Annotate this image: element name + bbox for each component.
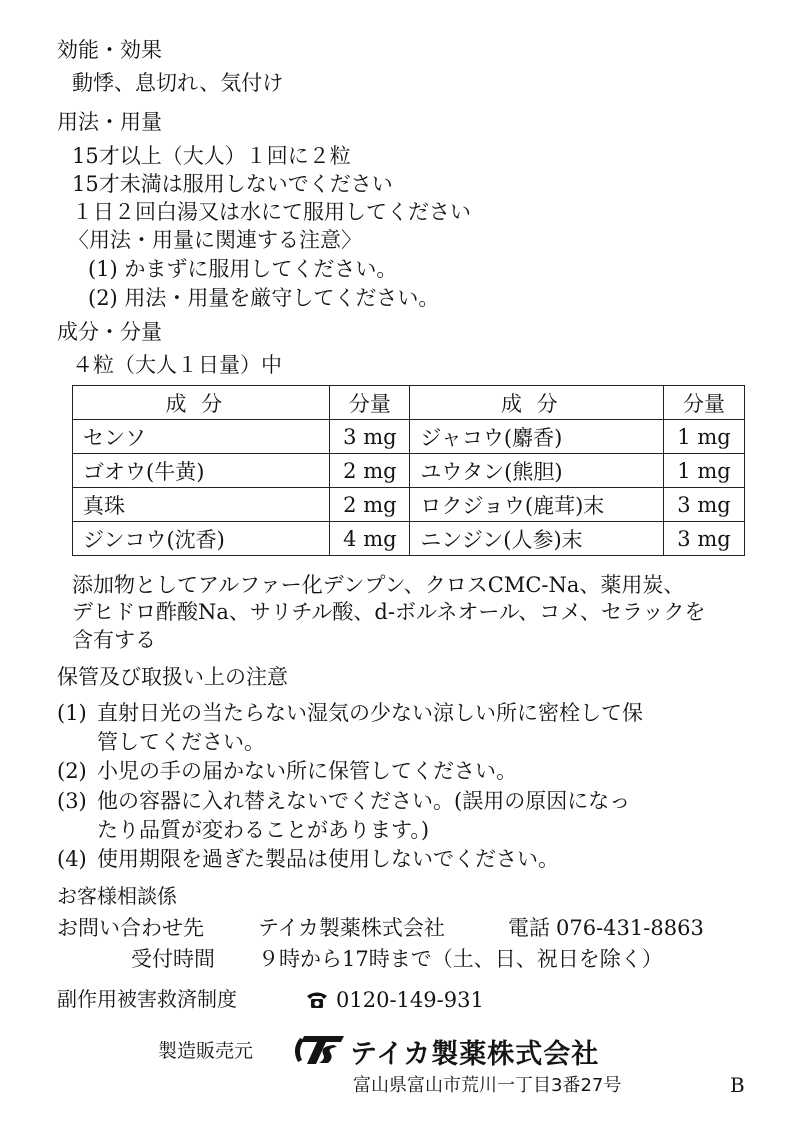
ingredient-name: ジャコウ(麝香)	[410, 420, 664, 454]
storage-item-number: (3)	[57, 789, 87, 813]
relief-phone: 0120-149-931	[336, 988, 484, 1012]
ingredient-amount: 3 mg	[664, 488, 745, 522]
dosage-heading: 用法・用量	[57, 110, 162, 134]
ingredient-name: 真珠	[73, 488, 330, 522]
manufacturer-label: 製造販売元	[158, 1040, 254, 1062]
dosage-caution-title: 〈用法・用量に関連する注意〉	[68, 228, 362, 252]
ingredients-table	[72, 385, 745, 556]
dosage-caution-item: (2) 用法・用量を厳守してください。	[88, 286, 440, 310]
phone-icon	[305, 989, 329, 1011]
additives-line: デヒドロ酢酸Na、サリチル酸、d-ボルネオール、コメ、セラックを	[72, 600, 706, 624]
consultation-heading: お客様相談係	[57, 884, 177, 908]
table-row	[73, 420, 745, 454]
storage-heading: 保管及び取扱い上の注意	[57, 665, 288, 689]
ingredient-amount: 1 mg	[664, 420, 745, 454]
storage-item-number: (1)	[57, 701, 87, 725]
hours-label: 受付時間	[131, 947, 215, 971]
dosage-line: 15才未満は服用しないでください	[72, 172, 393, 196]
ingredient-name: ゴオウ(牛黄)	[73, 454, 330, 488]
relief-heading: 副作用被害救済制度	[57, 987, 237, 1011]
storage-item-number: (2)	[57, 759, 87, 783]
storage-item-number: (4)	[57, 847, 87, 871]
company-logo-icon	[290, 1032, 346, 1066]
ingredient-amount: 4 mg	[330, 522, 410, 556]
ingredient-name: ユウタン(熊胆)	[410, 454, 664, 488]
table-header-component: 成分	[410, 386, 664, 420]
manufacturer-address: 富山県富山市荒川一丁目3番27号	[353, 1075, 622, 1096]
ingredient-amount: 3 mg	[664, 522, 745, 556]
phone-label: 電話	[508, 916, 550, 940]
efficacy-heading: 効能・効果	[57, 38, 162, 62]
ingredient-amount: 2 mg	[330, 488, 410, 522]
ingredient-name: センソ	[73, 420, 330, 454]
ingredients-basis: ４粒（大人１日量）中	[72, 353, 282, 377]
table-header-component: 成分	[73, 386, 330, 420]
manufacturer-company: テイカ製薬株式会社	[350, 1039, 600, 1070]
storage-item-text: 使用期限を過ぎた製品は使用しないでください。	[97, 847, 559, 871]
contact-company: テイカ製薬株式会社	[258, 916, 445, 940]
hours-text: ９時から17時まで（土、日、祝日を除く）	[258, 947, 663, 971]
table-row	[73, 454, 745, 488]
ingredient-amount: 3 mg	[330, 420, 410, 454]
ingredients-heading: 成分・分量	[57, 320, 162, 344]
additives-line: 添加物としてアルファー化デンプン、クロスCMC-Na、薬用炭、	[72, 573, 685, 597]
ingredient-name: ロクジョウ(鹿茸)末	[410, 488, 664, 522]
table-row	[73, 522, 745, 556]
table-row	[73, 488, 745, 522]
storage-item-text: 小児の手の届かない所に保管してください。	[97, 759, 517, 783]
storage-item-text: 直射日光の当たらない湿気の少ない涼しい所に密栓して保 管してください。	[97, 701, 643, 754]
ingredient-amount: 2 mg	[330, 454, 410, 488]
additives-line: 含有する	[72, 628, 156, 652]
table-header-amount: 分量	[664, 386, 745, 420]
contact-phone: 076-431-8863	[556, 916, 704, 940]
table-header-amount: 分量	[330, 386, 410, 420]
dosage-line: 15才以上（大人）１回に２粒	[72, 144, 351, 168]
efficacy-text: 動悸、息切れ、気付け	[72, 71, 284, 95]
dosage-line: １日２回白湯又は水にて服用してください	[72, 200, 471, 224]
lot-code: B	[730, 1073, 745, 1097]
ingredient-amount: 1 mg	[664, 454, 745, 488]
storage-item-text: 他の容器に入れ替えないでください。(誤用の原因になっ たり品質が変わることがあります。)	[97, 789, 631, 842]
ingredient-name: ニンジン(人参)末	[410, 522, 664, 556]
dosage-caution-item: (1) かまずに服用してください。	[88, 257, 398, 281]
table-header-row	[73, 386, 745, 420]
ingredient-name: ジンコウ(沈香)	[73, 522, 330, 556]
contact-label: お問い合わせ先	[57, 916, 204, 940]
